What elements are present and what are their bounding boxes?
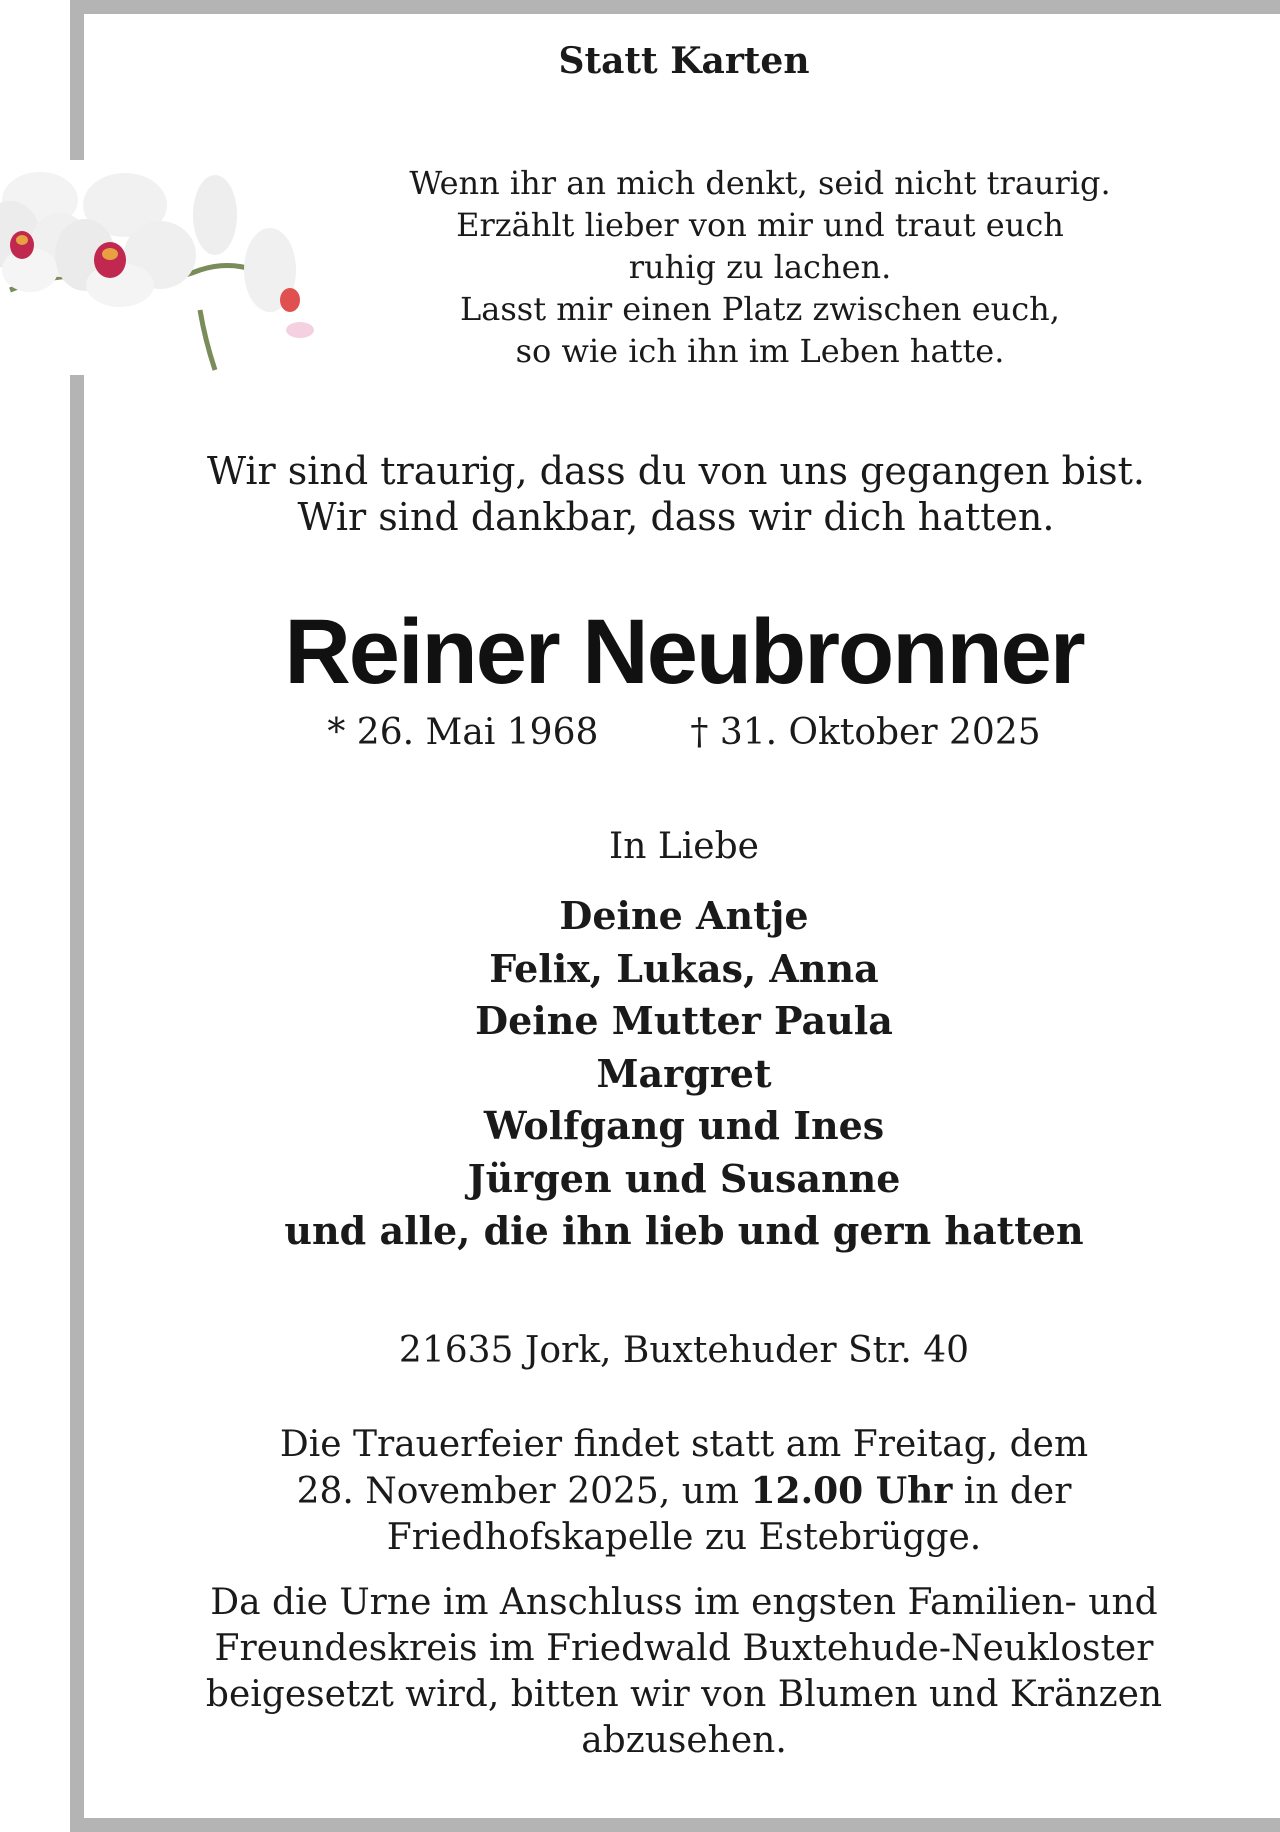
family-member: Jürgen und Susanne (467, 1155, 901, 1201)
family-member: Margret (596, 1050, 772, 1096)
mourning-lines (70, 448, 1280, 540)
ceremony-line: Die Trauerfeier findet statt am Freitag, dem (279, 1424, 1089, 1465)
ceremony-text: in der (952, 1471, 1072, 1512)
family-member: Wolfgang und Ines (483, 1103, 885, 1148)
death-date: † 31. Oktober 2025 (690, 712, 1041, 753)
urn-line: Freundeskreis im Friedwald Buxtehude-Neukloster (214, 1628, 1154, 1669)
ceremony-time: 12.00 Uhr (750, 1470, 953, 1512)
poem-line: Erzählt lieber von mir und traut euch (456, 206, 1064, 244)
header-statt-karten: Statt Karten (558, 40, 810, 82)
in-love-label: In Liebe (609, 826, 759, 867)
poem (340, 162, 1180, 372)
urn-line: abzusehen. (581, 1720, 787, 1761)
family-member: Deine Antje (559, 893, 809, 938)
poem-line: Lasst mir einen Platz zwischen euch, (460, 290, 1060, 328)
family-member: und alle, die ihn lieb und gern hatten (284, 1208, 1084, 1253)
orchid-icon (0, 160, 320, 375)
urn-notice (70, 1580, 1280, 1764)
family-list (70, 890, 1280, 1258)
poem-line: so wie ich ihn im Leben hatte. (515, 332, 1005, 370)
urn-line: Da die Urne im Anschluss im engsten Familien- und (210, 1582, 1158, 1623)
ceremony-date: 28. November 2025, um (296, 1471, 751, 1512)
birth-date: * 26. Mai 1968 (327, 712, 599, 753)
ceremony-line (70, 1468, 1280, 1515)
life-dates (70, 712, 1280, 753)
ceremony-info (70, 1422, 1280, 1561)
poem-line: ruhig zu lachen. (628, 248, 892, 286)
family-member: Felix, Lukas, Anna (489, 945, 879, 991)
family-member: Deine Mutter Paula (475, 998, 893, 1043)
deceased-name: Reiner Neubronner (284, 601, 1084, 703)
address: 21635 Jork, Buxtehuder Str. 40 (398, 1330, 970, 1371)
mourning-line: Wir sind traurig, dass du von uns gegangen bist. (206, 449, 1145, 493)
poem-line: Wenn ihr an mich denkt, seid nicht traurig. (409, 164, 1111, 202)
ceremony-line: Friedhofskapelle zu Estebrügge. (386, 1517, 982, 1558)
mourning-line: Wir sind dankbar, dass wir dich hatten. (297, 495, 1055, 539)
urn-line: beigesetzt wird, bitten wir von Blumen und Kränzen (205, 1674, 1163, 1715)
